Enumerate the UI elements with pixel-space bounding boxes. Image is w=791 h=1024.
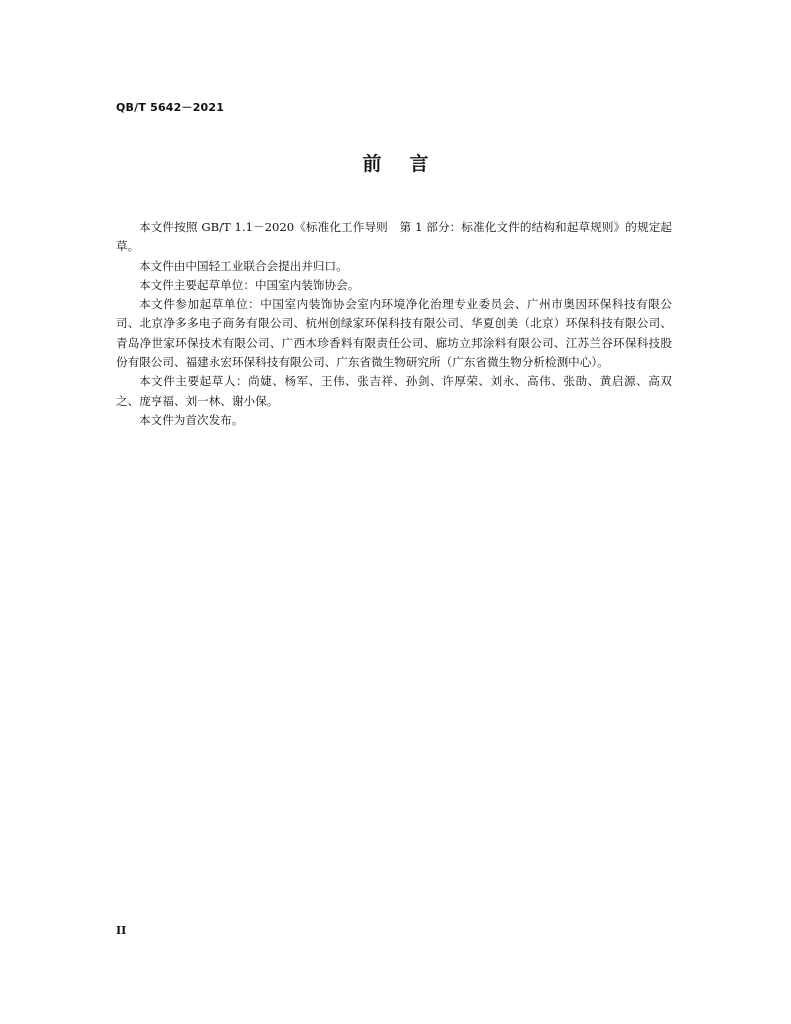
paragraph-drafting-rules: 本文件按照 GB/T 1.1－2020《标准化工作导则 第 1 部分：标准化文件的结构和起草规则》的规定起草。 [116, 220, 672, 254]
paragraph-proposer: 本文件由中国轻工业联合会提出并归口。 [139, 258, 348, 273]
title-char-1: 前 [362, 153, 382, 175]
title-char-2: 言 [409, 153, 429, 175]
paragraph-participating-units: 本文件参加起草单位：中国室内装饰协会室内环境净化治理专业委员会、广州市奥因环保科技有限公司、北京净多多电子商务有限公司、杭州创绿家环保科技有限公司、华夏创美（北京）环保科技有限公司、青岛净世家环保技术有限公司、广西木珍香料有限责任公司、廊坊立邦涂料有限公司、江苏兰谷环保科技股份有限公司、福建永宏环保科技有限公司、广东省微生物研究所（广东省微生物分析检测中心）。 [116, 297, 672, 370]
page-title [0, 149, 791, 176]
preface-body [116, 218, 672, 430]
paragraph-first-release: 本文件为首次发布。 [139, 412, 244, 427]
page-number: II [116, 924, 127, 937]
paragraph-main-drafting-unit: 本文件主要起草单位：中国室内装饰协会。 [139, 277, 360, 292]
document-code: QB/T 5642－2021 [116, 101, 225, 114]
paragraph-main-drafters: 本文件主要起草人：尚婕、杨军、王伟、张吉祥、孙剑、许厚荣、刘永、高伟、张劭、黄启源、高双之、庞亨福、刘一林、谢小保。 [116, 374, 672, 408]
